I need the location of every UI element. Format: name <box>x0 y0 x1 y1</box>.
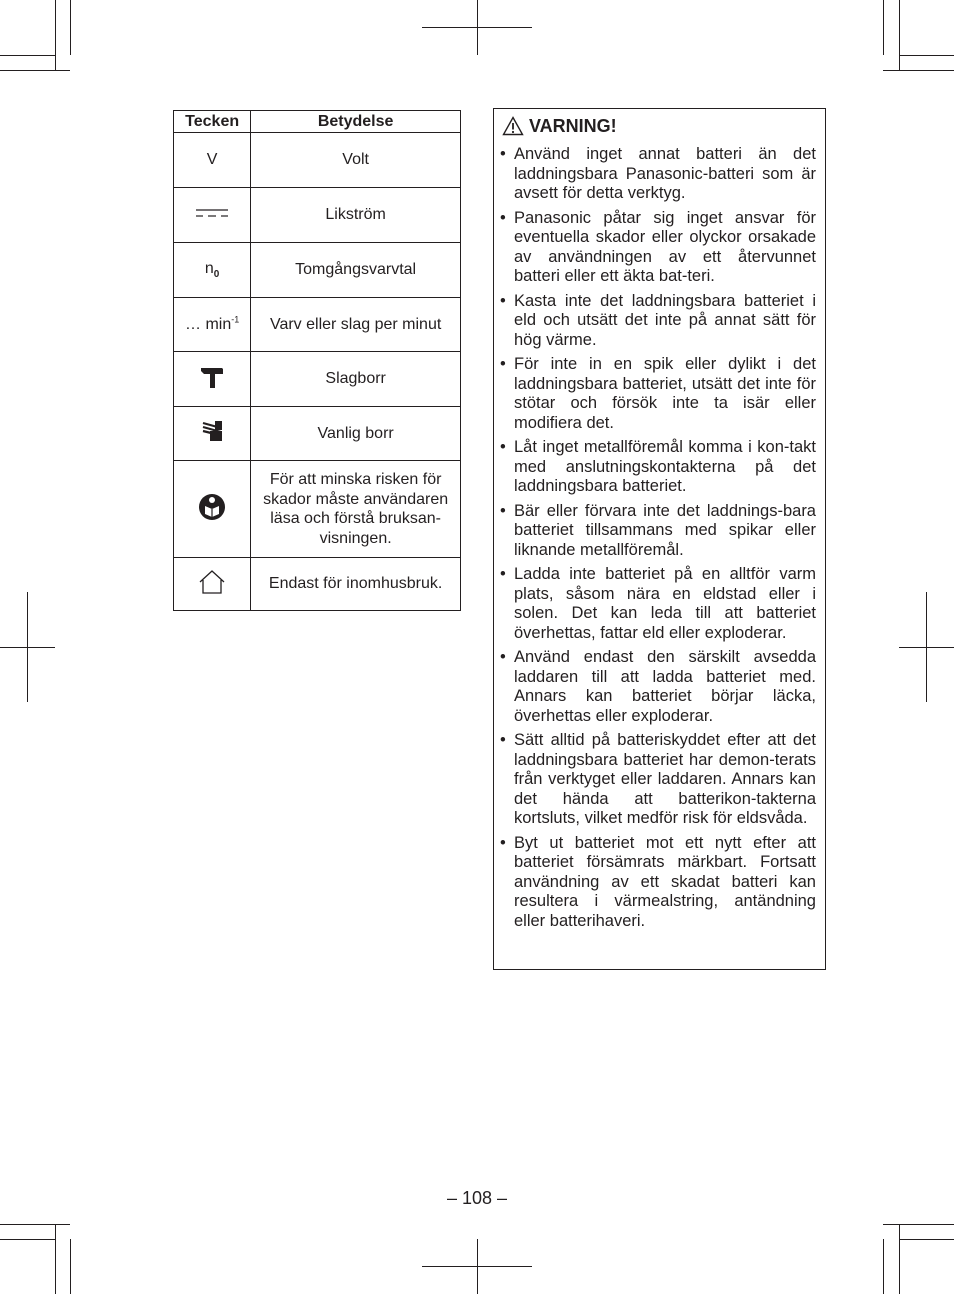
warning-item: • Låt inget metallföremål komma i kon-takt med anslutningskontakterna på det laddningsbara batteriet. <box>500 438 816 497</box>
meaning-cell: Endast för inomhusbruk. <box>251 558 461 611</box>
meaning-cell: Vanlig borr <box>251 407 461 461</box>
page-number: – 108 – <box>446 1188 508 1208</box>
crop-mark <box>899 55 954 56</box>
symbol-text: n <box>204 259 214 277</box>
meaning-cell: Tomgångsvarvtal <box>251 243 461 298</box>
table-row <box>174 298 461 352</box>
table-row <box>174 407 461 461</box>
crop-mark <box>70 0 71 55</box>
crop-mark <box>55 1224 56 1294</box>
meaning-cell: Slagborr <box>251 352 461 407</box>
symbol-text: … min <box>185 315 232 333</box>
crop-mark <box>0 1224 70 1225</box>
symbol-cell <box>174 558 251 611</box>
symbol-superscript: -1 <box>231 314 240 325</box>
warning-item: • Bär eller förvara inte det laddnings-bara batteriet tillsammans med spikar eller liknande metallföremål. <box>500 502 816 561</box>
symbol-cell <box>174 352 251 407</box>
symbol-text: V <box>206 151 218 168</box>
registration-mark <box>477 0 478 55</box>
symbol-table <box>173 110 461 611</box>
symbol-cell <box>174 188 251 243</box>
registration-mark <box>926 592 927 702</box>
crop-mark <box>0 70 70 71</box>
warning-item: • Ladda inte batteriet på en alltför varm plats, såsom nära en eldstad eller i solen. Det kan leda till att batteriet överhettas, fattar eld eller exploderar. <box>500 565 816 643</box>
symbol-cell <box>174 407 251 461</box>
table-row <box>174 558 461 611</box>
crop-mark <box>883 1224 954 1225</box>
symbol-cell <box>174 133 251 188</box>
crop-mark <box>899 0 900 70</box>
table-row <box>174 243 461 298</box>
registration-mark <box>27 592 28 702</box>
warning-item: • För inte in en spik eller dylikt i det laddningsbara batteriet, utsätt det inte för stötar och försök inte ta isär eller modifiera det. <box>500 355 816 433</box>
table-row <box>174 188 461 243</box>
warning-item: • Sätt alltid på batteriskyddet efter att det laddningsbara batteriet har demon-terats från verktyget eller laddaren. Annars kan det hända att batterikon-takterna kortsluts, vilket medför risk för eldsvåda. <box>500 731 816 829</box>
column-header-meaning: Betydelse <box>251 111 461 133</box>
drill-icon <box>201 420 223 442</box>
meaning-cell: Likström <box>251 188 461 243</box>
crop-mark <box>899 1239 954 1240</box>
table-row <box>174 133 461 188</box>
indoor-use-icon <box>198 569 226 595</box>
warning-triangle-icon <box>502 116 524 136</box>
crop-mark <box>0 55 55 56</box>
symbol-cell <box>174 461 251 558</box>
warning-header <box>502 115 816 137</box>
warning-item: • Använd endast den särskilt avsedda laddaren till att ladda batteriet med. Annars kan batteriet börjar läcka, överhettas eller exploderar. <box>500 648 816 726</box>
warning-item: • Byt ut batteriet mot ett nytt efter att batteriet försämrats märkbart. Fortsatt användning av ett skadat batteri kan resultera i värmealstring, antändning eller batterihaveri. <box>500 834 816 932</box>
warning-item: • Panasonic påtar sig inget ansvar för eventuella skador eller olyckor orsakade av användningen av ett återvunnet batteri eller ett äkta bat-teri. <box>500 209 816 287</box>
hammer-icon <box>200 365 224 389</box>
warning-item: • Kasta inte det laddningsbara batteriet i eld och utsätt det inte på annat sätt för hög värme. <box>500 292 816 351</box>
table-row <box>174 461 461 558</box>
crop-mark <box>883 1239 884 1294</box>
read-manual-icon <box>198 493 226 521</box>
symbol-cell <box>174 298 251 352</box>
registration-mark <box>477 1239 478 1294</box>
warning-list <box>500 145 816 931</box>
crop-mark <box>0 1239 55 1240</box>
column-header-symbol: Tecken <box>174 111 251 133</box>
symbol-cell <box>174 243 251 298</box>
meaning-cell: För att minska risken för skador måste användaren läsa och förstå bruksan-visningen. <box>251 461 461 558</box>
crop-mark <box>899 1224 900 1294</box>
table-row <box>174 352 461 407</box>
crop-mark <box>883 70 954 71</box>
crop-mark <box>55 0 56 70</box>
warning-item: • Använd inget annat batteri än det laddningsbara Panasonic-batteri som är avsett för detta verktyg. <box>500 145 816 204</box>
warning-box <box>493 108 826 970</box>
symbol-subscript: 0 <box>213 269 220 281</box>
meaning-cell: Varv eller slag per minut <box>251 298 461 352</box>
table-header-row <box>174 111 461 133</box>
direct-current-icon <box>195 207 229 219</box>
crop-mark <box>883 0 884 55</box>
meaning-cell: Volt <box>251 133 461 188</box>
crop-mark <box>70 1239 71 1294</box>
warning-title: VARNING! <box>529 115 617 136</box>
